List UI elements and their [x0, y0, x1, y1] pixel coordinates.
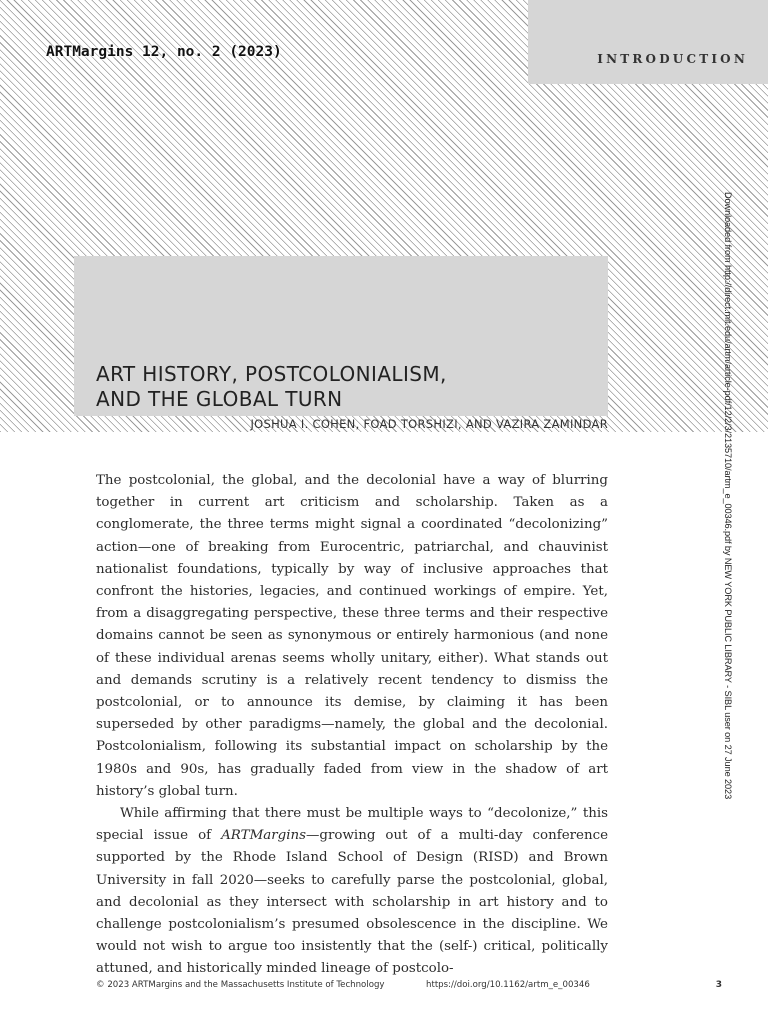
article-body — [96, 470, 608, 981]
article-authors: JOSHUA I. COHEN, FOAD TORSHIZI, AND VAZIRA ZAMINDAR — [250, 417, 608, 431]
section-label-box — [528, 0, 768, 84]
footer-copyright: © 2023 ARTMargins and the Massachusetts Institute of Technology — [96, 980, 385, 990]
article-title-line-2: AND THE GLOBAL TURN — [96, 387, 343, 411]
article-title-line-1: ART HISTORY, POSTCOLONIALISM, — [96, 362, 447, 386]
article-title — [96, 362, 616, 412]
download-watermark: Downloaded from http://direct.mit.edu/artm/article-pdf/12/2/3/2135710/artm_e_00346.pdf by NEW YORK PUBLIC LIBRARY - SIBL user on 27 June 2023 — [723, 192, 733, 800]
body-paragraph-2 — [96, 803, 608, 981]
journal-name-italic: ARTMargins — [221, 828, 307, 844]
section-label: INTRODUCTION — [597, 52, 748, 66]
body-paragraph-1: The postcolonial, the global, and the decolonial have a way of blurring together in current art criticism and scholarship. Taken as a conglomerate, the three terms might signal a coordinated “decolonizing” action—one of breaking from Eurocentric, patriarchal, and chauvinist nationalist foundations, typically by way of inclusive approaches that confront the histories, legacies, and continued workings of empire. Yet, from a disaggregating perspective, these three terms and their respective domains cannot be seen as synonymous or entirely harmonious (and none of these individual arenas seems wholly unitary, either). What stands out and demands scrutiny is a relatively recent tendency to dismiss the postcolonial, or to announce its demise, by claiming it has been superseded by other paradigms—namely, the global and the decolonial. Postcolonialism, following its substantial impact on scholarship by the 1980s and 90s, has gradually faded from view in the shadow of art history’s global turn. — [96, 473, 608, 799]
paragraph-2-text-after: —growing out of a multi-day conference supported by the Rhode Island School of Design (RISD) and Brown University in fall 2020—seeks to carefully parse the postcolonial, global, and decolonial as they intersect with scholarship in art history and to challenge postcolonialism’s presumed obsolescence in the discipline. We would not wish to argue too insistently that the (self-) critical, politically attuned, and historically minded lineage of postcolo- — [96, 828, 608, 977]
paragraph-2-text-before: While affirming that there must be multiple ways to “decolonize,” this special issue of — [96, 806, 608, 844]
journal-citation: ARTMargins 12, no. 2 (2023) — [46, 44, 282, 60]
footer-doi-link[interactable]: https://doi.org/10.1162/artm_e_00346 — [426, 980, 590, 990]
page-number: 3 — [715, 980, 722, 990]
